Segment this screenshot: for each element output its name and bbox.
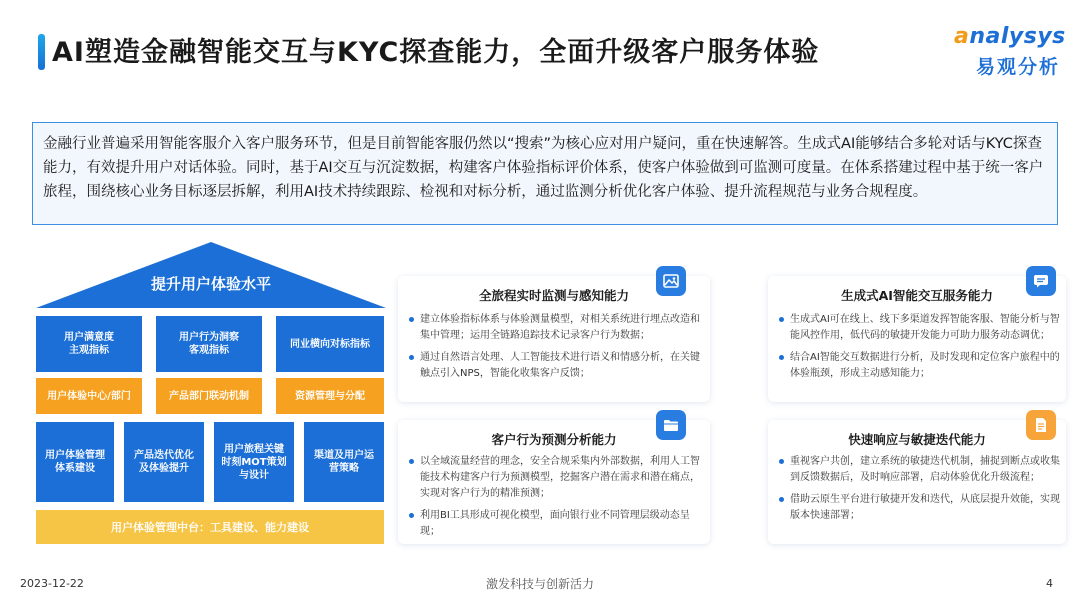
card-title: 客户行为预测分析能力 — [491, 432, 617, 447]
card-title: 全旅程实时监测与感知能力 — [478, 288, 629, 303]
list-item: 生成式AI可在线上、线下多渠道发挥智能客服、智能分析与智能风控作用，低代码的敏捷开发能力可助力服务动态调优； — [778, 312, 1060, 344]
card-title: 生成式AI智能交互服务能力 — [841, 288, 993, 303]
pillar-ux-system-building: 用户体验管理 体系建设 — [36, 422, 114, 502]
document-icon — [1026, 410, 1056, 440]
pillar-product-linkage: 产品部门联动机制 — [156, 378, 262, 414]
pillar-mot-design: 用户旅程关键 时刻MOT策划 与设计 — [214, 422, 294, 502]
card-agile-response — [768, 420, 1066, 544]
pillar-resource-management: 资源管理与分配 — [276, 378, 384, 414]
chat-icon — [1026, 266, 1056, 296]
footer-date: 2023-12-22 — [20, 577, 84, 590]
list-item: 建立体验指标体系与体验测量模型，对相关系统进行埋点改造和集中管理；运用全链路追踪技术记录客户行为数据； — [408, 312, 702, 344]
list-item: 通过自然语言处理、人工智能技术进行语义和情感分析，在关键触点引入NPS，智能化收集客户反馈； — [408, 350, 702, 382]
image-icon — [656, 266, 686, 296]
title-accent-bar — [38, 34, 45, 70]
pillar-satisfaction-metrics: 用户满意度 主观指标 — [36, 316, 142, 372]
folder-icon — [656, 410, 686, 440]
footer-slogan: 激发科技与创新活力 — [485, 577, 594, 591]
card-title: 快速响应与敏捷迭代能力 — [848, 432, 986, 447]
list-item: 利用BI工具形成可视化模型，面向银行业不同管理层级动态呈现； — [408, 508, 702, 540]
pillar-behavior-insight-metrics: 用户行为洞察 客观指标 — [156, 316, 262, 372]
list-item: 重视客户共创，建立系统的敏捷迭代机制，捕捉到断点或收集到反馈数据后，及时响应部署，启动体验优化升级流程； — [778, 454, 1060, 486]
logo-chinese-name: 易观分析 — [976, 56, 1061, 78]
pillar-peer-benchmark-metrics: 同业横向对标指标 — [276, 316, 384, 372]
roof-label: 提升用户体验水平 — [150, 275, 271, 293]
analysys-logo — [954, 24, 1064, 80]
card-bullet-list — [778, 312, 1060, 388]
pillar-product-iteration: 产品迭代优化 及体验提升 — [124, 422, 204, 502]
intro-summary-box: 金融行业普遍采用智能客服介入客户服务环节，但是目前智能客服仍然以“搜索”为核心应对用户疑问，重在快速解答。生成式AI能够结合多轮对话与KYC探查能力，有效提升用户对话体验。同时，基于AI交互与沉淀数据，构建客户体验指标评价体系，使客户体验做到可监测可度量。在体系搭建过程中基于统一客户旅程，围绕核心业务目标逐层拆解，利用AI技术持续跟踪、检视和对标分析，通过监测分析优化客户体验、提升流程规范与业务合规程度。 — [32, 122, 1058, 225]
house-foundation: 用户体验管理中台：工具建设、能力建设 — [36, 510, 384, 544]
list-item: 结合AI智能交互数据进行分析，及时发现和定位客户旅程中的体验瓶颈，形成主动感知能力； — [778, 350, 1060, 382]
card-bullet-list — [778, 454, 1060, 530]
card-genai-interaction — [768, 276, 1066, 402]
card-bullet-list — [408, 454, 702, 546]
pillar-ux-center: 用户体验中心/部门 — [36, 378, 142, 414]
logo-wordmark: analysys — [954, 24, 1066, 49]
page-number: 4 — [1046, 577, 1053, 590]
page-title: AI塑造金融智能交互与KYC探查能力，全面升级客户服务体验 — [52, 37, 820, 68]
list-item: 借助云原生平台进行敏捷开发和迭代，从底层提升效能，实现版本快速部署； — [778, 492, 1060, 524]
card-bullet-list — [408, 312, 702, 388]
list-item: 以全域流量经营的理念，安全合规采集内外部数据，利用人工智能技术构建客户行为预测模型，挖掘客户潜在需求和潜在痛点，实现对客户行为的精准预测； — [408, 454, 702, 502]
pillar-channel-operations: 渠道及用户运 营策略 — [304, 422, 384, 502]
